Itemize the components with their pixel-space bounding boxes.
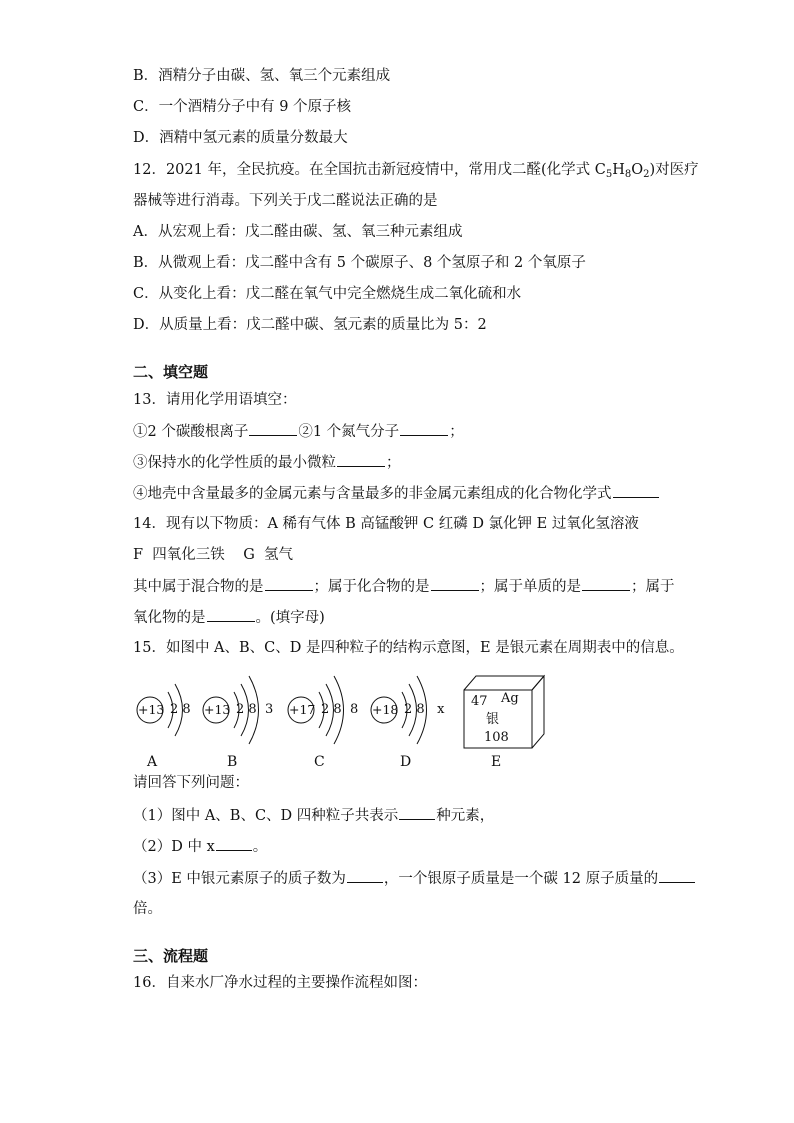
q15-stem: 15．如图中 A、B、C、D 是四种粒子的结构示意图，E 是银元素在周期表中的信息。 [133,640,684,656]
q13-line1 [133,421,464,442]
element-atomic-number: 47 [471,694,488,709]
diagram-label-d: D [400,754,412,770]
q14-element-label: ；属于单质的是 [479,579,581,595]
q14-compound-label: ；属于化合物的是 [313,579,430,595]
q12-option-c: C．从变化上看：戊二醛在氧气中完全燃烧生成二氧化硫和水 [133,286,522,302]
section-title-fill-in: 二、填空题 [133,363,209,381]
answer-blank[interactable] [582,576,630,591]
q15-sub1 [133,805,494,826]
q12-stem-line1 [133,160,699,185]
element-box-side [532,676,544,748]
nucleus-label-a: +13 [138,702,165,717]
nucleus-label-c: +17 [289,702,316,717]
answer-blank[interactable] [399,805,435,820]
q12-option-b: B．从微观上看：戊二醛中含有 5 个碳原子、8 个氢原子和 2 个氧原子 [133,255,586,271]
q13-item2: ②1 个氮气分子 [298,424,400,440]
q14-oxide-label-start: ；属于 [631,579,675,595]
element-box-top [464,676,544,690]
electron-config-b: 2 8 3 [236,702,274,717]
element-atomic-mass: 108 [484,730,509,745]
element-symbol: Ag [501,691,519,706]
q13-stem: 13．请用化学用语填空： [133,392,297,408]
formula-o: O [631,162,644,178]
diagram-label-a: A [147,754,158,770]
answer-blank[interactable] [613,483,659,498]
q11-option-d: D．酒精中氢元素的质量分数最大 [133,130,348,146]
q15-sub1-text: （1）图中 A、B、C、D 四种粒子共表示 [133,808,399,824]
electron-config-d: 2 8 x [404,702,445,717]
answer-blank[interactable] [216,836,252,851]
electron-config-a: 2 8 [170,702,191,717]
q13-item4: ④地壳中含量最多的金属元素与含量最多的非金属元素组成的化合物化学式 [133,486,612,502]
punctuation: ； [386,455,401,471]
formula-sub-5: 5 [605,169,613,180]
q11-option-b: B．酒精分子由碳、氢、氧三个元素组成 [133,68,391,84]
q15-sub1-text-end: 种元素， [436,808,495,824]
answer-blank[interactable] [265,576,313,591]
answer-blank[interactable] [337,452,385,467]
q13-line4 [133,483,660,504]
nucleus-label-d: +18 [372,702,399,717]
q14-line3 [133,576,675,597]
q14-mixture-label: 其中属于混合物的是 [133,579,264,595]
q15-sub3-end: 倍。 [133,901,162,917]
q15-sub2 [133,836,267,857]
q15-sub3-text-mid: ，一个银原子质量是一个碳 12 原子质量的 [383,871,659,887]
diagram-label-b: B [227,754,238,770]
electron-config-c: 2 8 8 [321,702,359,717]
formula-sub-8: 8 [624,169,632,180]
q14-stem-line1: 14．现有以下物质：A 稀有气体 B 高锰酸钾 C 红磷 D 氯化钾 E 过氧化氢溶液 [133,516,639,532]
answer-blank[interactable] [431,576,479,591]
q12-option-d: D．从质量上看：戊二醛中碳、氢元素的质量比为 5：2 [133,317,487,333]
formula-sub-2: 2 [643,169,650,180]
nucleus-label-b: +13 [204,702,231,717]
q14-hint: 。(填字母) [255,610,325,626]
diagram-label-c: C [314,754,325,770]
answer-blank[interactable] [400,421,448,436]
element-name: 银 [486,712,500,727]
q12-stem-text-end: )对医疗 [649,162,699,178]
q15-sub2-text: （2）D 中 x [133,839,215,855]
diagram-label-e: E [491,754,502,770]
q16-stem: 16．自来水厂净水过程的主要操作流程如图： [133,975,427,991]
q13-item1: ①2 个碳酸根离子 [133,424,249,440]
q13-item3: ③保持水的化学性质的最小微粒 [133,455,336,471]
atom-structure-figure [128,672,688,772]
answer-blank[interactable] [207,607,255,622]
q14-stem-line2: F 四氧化三铁 G 氢气 [133,547,294,563]
answer-blank[interactable] [249,421,297,436]
q12-stem-line2: 器械等进行消毒。下列关于戊二醛说法正确的是 [133,193,438,209]
section-title-flow: 三、流程题 [133,947,209,965]
q14-line4 [133,607,325,628]
q14-oxide-label: 氧化物的是 [133,610,206,626]
answer-blank[interactable] [347,868,383,883]
formula-h: H [612,162,625,178]
q15-sub3 [133,868,696,889]
q12-option-a: A．从宏观上看：戊二醛由碳、氢、氧三种元素组成 [133,224,463,240]
punctuation: ； [449,424,464,440]
punctuation: 。 [252,839,268,855]
q11-option-c: C．一个酒精分子中有 9 个原子核 [133,99,352,115]
answer-blank[interactable] [659,868,695,883]
q15-sub3-text: （3）E 中银元素原子的质子数为 [133,871,346,887]
q13-line3 [133,452,401,473]
q12-stem-text: 12．2021 年，全民抗疫。在全国抗击新冠疫情中，常用戊二醛(化学式 C [133,162,606,178]
q15-prompt: 请回答下列问题： [133,775,249,791]
